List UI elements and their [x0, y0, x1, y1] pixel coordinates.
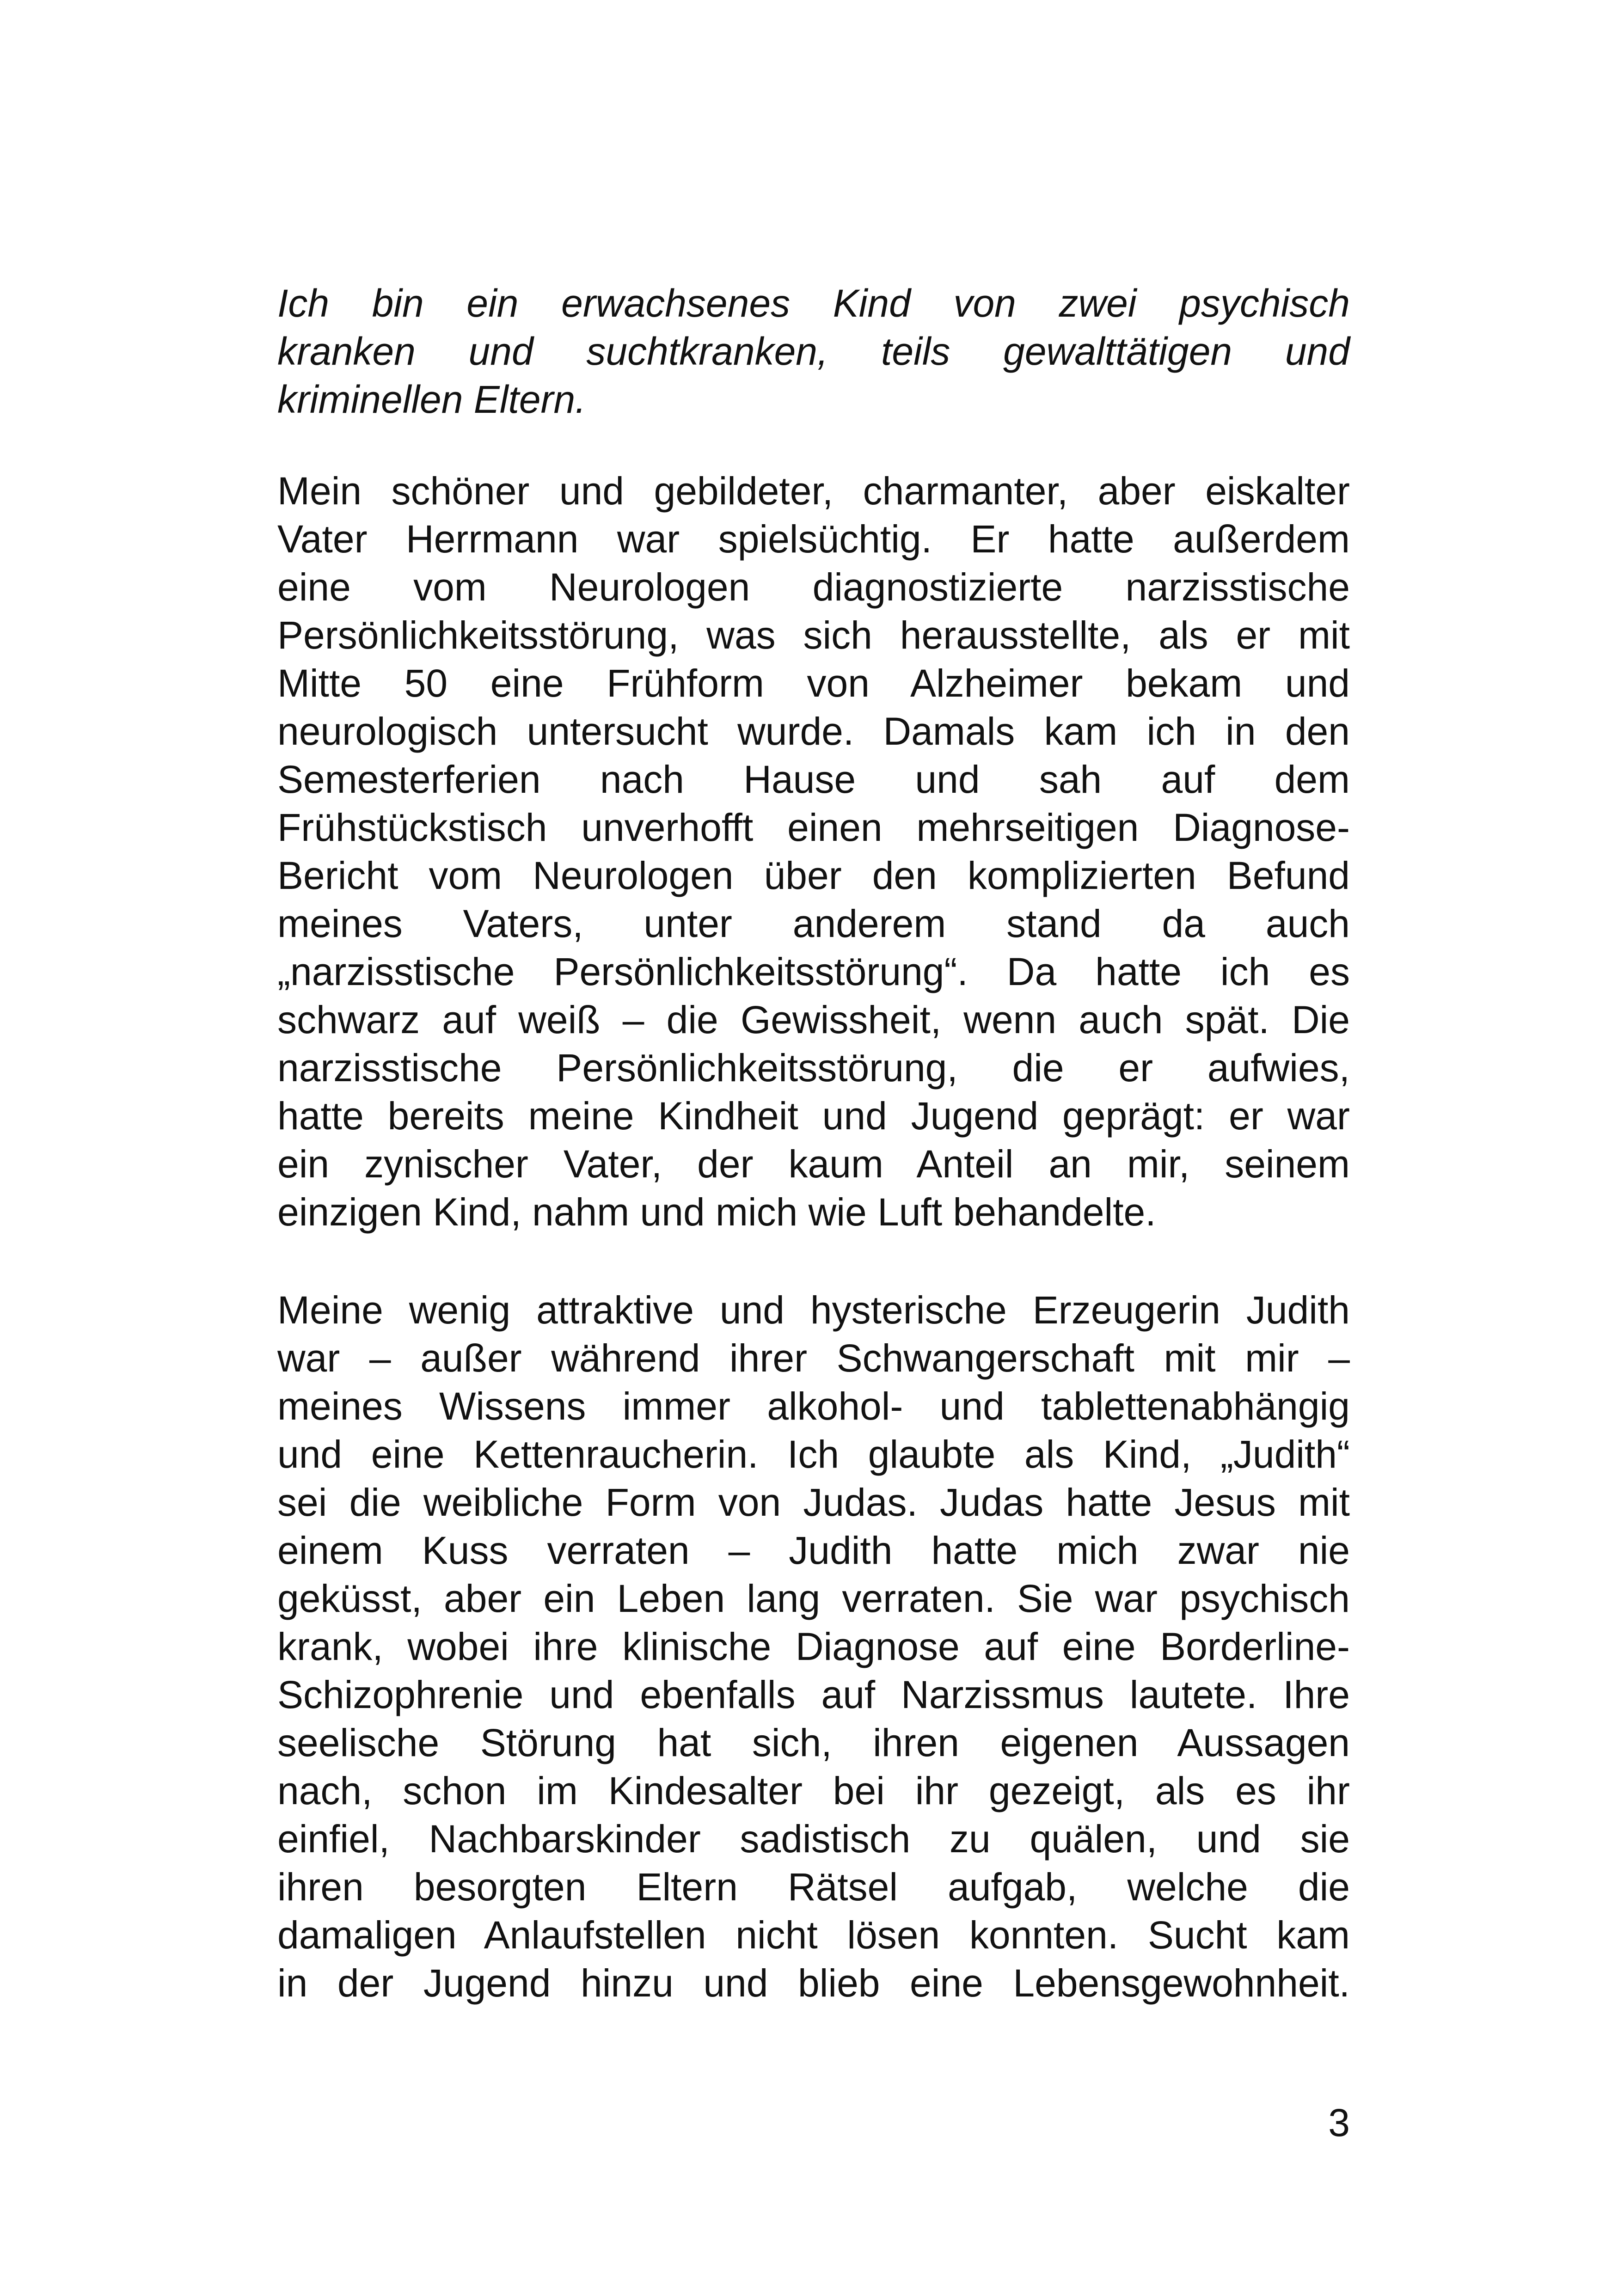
- paragraph-line: einfiel, Nachbarskinder sadistisch zu quälen, und sie: [277, 1817, 1350, 1861]
- paragraph-line: Schizophrenie und ebenfalls auf Narzissmus lautete. Ihre: [277, 1673, 1350, 1716]
- paragraph-line: neurologisch untersucht wurde. Damals kam ich in den: [277, 710, 1350, 753]
- intro-line: Ich bin ein erwachsenes Kind von zwei psychisch: [277, 282, 1350, 325]
- paragraph-line: in der Jugend hinzu und blieb eine Lebensgewohnheit.: [277, 1961, 1350, 2005]
- paragraph-line: ihren besorgten Eltern Rätsel aufgab, welche die: [277, 1865, 1350, 1909]
- paragraph-line: meines Vaters, unter anderem stand da auch: [277, 902, 1350, 945]
- paragraph-line: sei die weibliche Form von Judas. Judas hatte Jesus mit: [277, 1481, 1350, 1524]
- paragraph-line: geküsst, aber ein Leben lang verraten. Sie war psychisch: [277, 1577, 1350, 1620]
- paragraph-line: narzisstische Persönlichkeitsstörung, die er aufwies,: [277, 1046, 1350, 1090]
- paragraph-line: ein zynischer Vater, der kaum Anteil an mir, seinem: [277, 1142, 1350, 1186]
- paragraph-line: „narzisstische Persönlichkeitsstörung“. Da hatte ich es: [277, 950, 1350, 993]
- paragraph-line: Meine wenig attraktive und hysterische Erzeugerin Judith: [277, 1288, 1350, 1332]
- paragraph-line: war – außer während ihrer Schwangerschaft mit mir –: [277, 1336, 1350, 1380]
- paragraph-line: eine vom Neurologen diagnostizierte narzisstische: [277, 565, 1350, 609]
- paragraph-line: Mein schöner und gebildeter, charmanter, aber eiskalter: [277, 469, 1350, 513]
- paragraph-line: einem Kuss verraten – Judith hatte mich zwar nie: [277, 1529, 1350, 1572]
- paragraph-line: damaligen Anlaufstellen nicht lösen konnten. Sucht kam: [277, 1913, 1350, 1957]
- intro-line: kriminellen Eltern.: [277, 378, 586, 421]
- paragraph-line: krank, wobei ihre klinische Diagnose auf eine Borderline-: [277, 1625, 1350, 1668]
- paragraph-line: Persönlichkeitsstörung, was sich herausstellte, als er mit: [277, 613, 1350, 657]
- paragraph-line: Vater Herrmann war spielsüchtig. Er hatte außerdem: [277, 517, 1350, 561]
- intro-line: kranken und suchtkranken, teils gewalttätigen und: [277, 330, 1350, 373]
- paragraph-line: und eine Kettenraucherin. Ich glaubte als Kind, „Judith“: [277, 1433, 1350, 1476]
- page-number: 3: [1328, 2101, 1350, 2144]
- paragraph-line: einzigen Kind, nahm und mich wie Luft behandelte.: [277, 1190, 1156, 1234]
- paragraph-line: meines Wissens immer alkohol- und tablettenabhängig: [277, 1384, 1350, 1428]
- paragraph-line: seelische Störung hat sich, ihren eigenen Aussagen: [277, 1721, 1350, 1764]
- intro-paragraph: [277, 279, 1350, 423]
- paragraph-line: Semesterferien nach Hause und sah auf dem: [277, 758, 1350, 801]
- paragraph-line: Mitte 50 eine Frühform von Alzheimer bekam und: [277, 661, 1350, 705]
- paragraph-mother: [277, 1286, 1350, 2007]
- paragraph-father: [277, 467, 1350, 1236]
- paragraph-line: Bericht vom Neurologen über den komplizierten Befund: [277, 854, 1350, 897]
- paragraph-line: schwarz auf weiß – die Gewissheit, wenn auch spät. Die: [277, 998, 1350, 1041]
- paragraph-line: hatte bereits meine Kindheit und Jugend geprägt: er war: [277, 1094, 1350, 1138]
- paragraph-line: Frühstückstisch unverhofft einen mehrseitigen Diagnose-: [277, 806, 1350, 849]
- paragraph-line: nach, schon im Kindesalter bei ihr gezeigt, als es ihr: [277, 1769, 1350, 1812]
